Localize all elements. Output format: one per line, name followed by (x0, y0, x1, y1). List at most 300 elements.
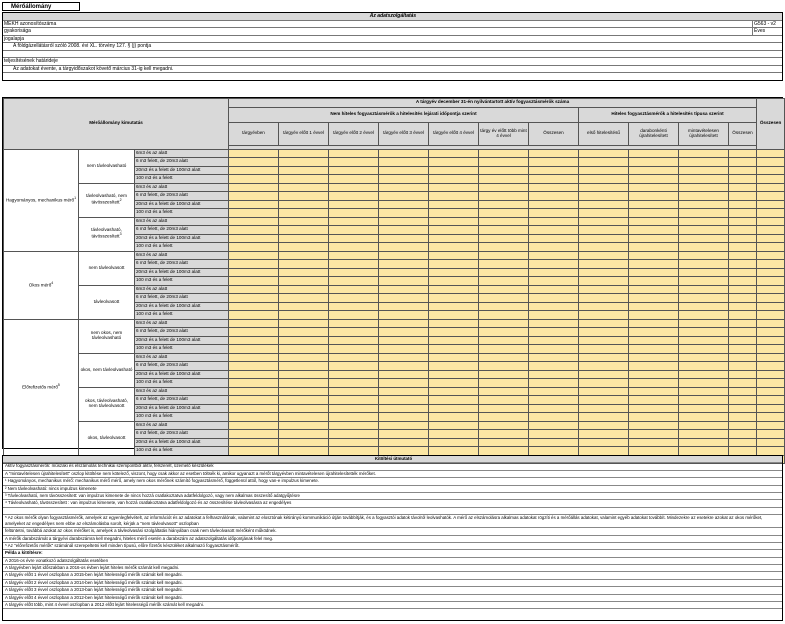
data-cell[interactable] (679, 200, 729, 209)
data-cell[interactable] (529, 404, 579, 413)
data-cell[interactable] (757, 149, 785, 158)
data-cell[interactable] (479, 353, 529, 362)
data-cell[interactable] (757, 192, 785, 201)
data-cell[interactable] (757, 370, 785, 379)
data-cell[interactable] (529, 277, 579, 286)
data-cell[interactable] (757, 345, 785, 354)
data-cell[interactable] (429, 149, 479, 158)
data-cell[interactable] (629, 183, 679, 192)
data-cell[interactable] (529, 268, 579, 277)
data-cell[interactable] (679, 251, 729, 260)
data-cell[interactable] (579, 268, 629, 277)
data-cell[interactable] (629, 192, 679, 201)
data-cell[interactable] (329, 319, 379, 328)
data-cell[interactable] (229, 226, 279, 235)
data-cell[interactable] (429, 438, 479, 447)
data-cell[interactable] (379, 447, 429, 456)
data-cell[interactable] (429, 404, 479, 413)
data-cell[interactable] (679, 319, 729, 328)
data-cell[interactable] (529, 294, 579, 303)
data-cell[interactable] (679, 277, 729, 286)
data-cell[interactable] (629, 413, 679, 422)
data-cell[interactable] (629, 149, 679, 158)
data-cell[interactable] (329, 285, 379, 294)
data-cell[interactable] (729, 328, 757, 337)
data-cell[interactable] (679, 260, 729, 269)
data-cell[interactable] (429, 243, 479, 252)
data-cell[interactable] (429, 302, 479, 311)
data-cell[interactable] (757, 302, 785, 311)
data-cell[interactable] (229, 413, 279, 422)
data-cell[interactable] (329, 217, 379, 226)
data-cell[interactable] (729, 404, 757, 413)
data-cell[interactable] (579, 345, 629, 354)
data-cell[interactable] (729, 447, 757, 456)
data-cell[interactable] (679, 183, 729, 192)
data-cell[interactable] (679, 226, 729, 235)
data-cell[interactable] (329, 396, 379, 405)
data-cell[interactable] (479, 413, 529, 422)
data-cell[interactable] (757, 404, 785, 413)
data-cell[interactable] (679, 285, 729, 294)
data-cell[interactable] (529, 166, 579, 175)
data-cell[interactable] (757, 362, 785, 371)
data-cell[interactable] (757, 200, 785, 209)
data-cell[interactable] (579, 192, 629, 201)
data-cell[interactable] (729, 158, 757, 167)
data-cell[interactable] (479, 370, 529, 379)
data-cell[interactable] (679, 234, 729, 243)
data-cell[interactable] (479, 166, 529, 175)
data-cell[interactable] (679, 370, 729, 379)
data-cell[interactable] (529, 447, 579, 456)
data-cell[interactable] (679, 149, 729, 158)
data-cell[interactable] (429, 251, 479, 260)
data-cell[interactable] (429, 277, 479, 286)
data-cell[interactable] (729, 175, 757, 184)
data-cell[interactable] (629, 353, 679, 362)
data-cell[interactable] (329, 353, 379, 362)
data-cell[interactable] (629, 447, 679, 456)
data-cell[interactable] (629, 175, 679, 184)
data-cell[interactable] (729, 260, 757, 269)
data-cell[interactable] (329, 268, 379, 277)
data-cell[interactable] (229, 387, 279, 396)
data-cell[interactable] (629, 260, 679, 269)
data-cell[interactable] (279, 438, 329, 447)
data-cell[interactable] (229, 192, 279, 201)
data-cell[interactable] (679, 387, 729, 396)
data-cell[interactable] (529, 158, 579, 167)
data-cell[interactable] (729, 438, 757, 447)
data-cell[interactable] (757, 277, 785, 286)
data-cell[interactable] (329, 311, 379, 320)
data-cell[interactable] (529, 370, 579, 379)
data-cell[interactable] (229, 370, 279, 379)
data-cell[interactable] (229, 319, 279, 328)
data-cell[interactable] (279, 260, 329, 269)
data-cell[interactable] (757, 328, 785, 337)
data-cell[interactable] (757, 387, 785, 396)
data-cell[interactable] (729, 345, 757, 354)
data-cell[interactable] (429, 387, 479, 396)
data-cell[interactable] (757, 158, 785, 167)
data-cell[interactable] (429, 447, 479, 456)
data-cell[interactable] (579, 243, 629, 252)
data-cell[interactable] (329, 336, 379, 345)
data-cell[interactable] (379, 336, 429, 345)
data-cell[interactable] (479, 234, 529, 243)
data-cell[interactable] (329, 345, 379, 354)
data-cell[interactable] (279, 175, 329, 184)
data-cell[interactable] (729, 226, 757, 235)
data-cell[interactable] (379, 328, 429, 337)
data-cell[interactable] (479, 345, 529, 354)
data-cell[interactable] (279, 430, 329, 439)
data-cell[interactable] (757, 336, 785, 345)
data-cell[interactable] (729, 149, 757, 158)
data-cell[interactable] (629, 328, 679, 337)
data-cell[interactable] (757, 430, 785, 439)
data-cell[interactable] (729, 370, 757, 379)
data-cell[interactable] (229, 158, 279, 167)
data-cell[interactable] (279, 362, 329, 371)
data-cell[interactable] (579, 336, 629, 345)
data-cell[interactable] (629, 387, 679, 396)
data-cell[interactable] (679, 430, 729, 439)
data-cell[interactable] (429, 166, 479, 175)
data-cell[interactable] (757, 421, 785, 430)
data-cell[interactable] (279, 302, 329, 311)
data-cell[interactable] (629, 430, 679, 439)
data-cell[interactable] (279, 166, 329, 175)
data-cell[interactable] (757, 260, 785, 269)
data-cell[interactable] (329, 379, 379, 388)
data-cell[interactable] (679, 404, 729, 413)
data-cell[interactable] (229, 217, 279, 226)
data-cell[interactable] (229, 209, 279, 218)
data-cell[interactable] (629, 226, 679, 235)
data-cell[interactable] (229, 200, 279, 209)
data-cell[interactable] (479, 183, 529, 192)
data-cell[interactable] (329, 260, 379, 269)
data-cell[interactable] (229, 353, 279, 362)
data-cell[interactable] (279, 396, 329, 405)
data-cell[interactable] (479, 158, 529, 167)
data-cell[interactable] (729, 396, 757, 405)
data-cell[interactable] (629, 319, 679, 328)
data-cell[interactable] (479, 277, 529, 286)
data-cell[interactable] (679, 336, 729, 345)
data-cell[interactable] (379, 413, 429, 422)
data-cell[interactable] (279, 345, 329, 354)
data-cell[interactable] (229, 285, 279, 294)
data-cell[interactable] (429, 336, 479, 345)
data-cell[interactable] (279, 268, 329, 277)
data-cell[interactable] (579, 370, 629, 379)
data-cell[interactable] (229, 311, 279, 320)
data-cell[interactable] (479, 404, 529, 413)
data-cell[interactable] (379, 319, 429, 328)
data-cell[interactable] (429, 362, 479, 371)
data-cell[interactable] (757, 294, 785, 303)
data-cell[interactable] (279, 226, 329, 235)
data-cell[interactable] (529, 251, 579, 260)
data-cell[interactable] (379, 379, 429, 388)
data-cell[interactable] (379, 396, 429, 405)
data-cell[interactable] (529, 234, 579, 243)
data-cell[interactable] (629, 336, 679, 345)
data-cell[interactable] (229, 149, 279, 158)
data-cell[interactable] (479, 149, 529, 158)
data-cell[interactable] (729, 302, 757, 311)
data-cell[interactable] (429, 413, 479, 422)
data-cell[interactable] (529, 438, 579, 447)
data-cell[interactable] (229, 268, 279, 277)
data-cell[interactable] (279, 319, 329, 328)
data-cell[interactable] (229, 421, 279, 430)
data-cell[interactable] (379, 226, 429, 235)
data-cell[interactable] (229, 438, 279, 447)
data-cell[interactable] (329, 192, 379, 201)
data-cell[interactable] (529, 175, 579, 184)
data-cell[interactable] (729, 183, 757, 192)
data-cell[interactable] (229, 277, 279, 286)
data-cell[interactable] (729, 387, 757, 396)
data-cell[interactable] (429, 345, 479, 354)
data-cell[interactable] (279, 209, 329, 218)
data-cell[interactable] (379, 234, 429, 243)
data-cell[interactable] (329, 328, 379, 337)
data-cell[interactable] (679, 413, 729, 422)
data-cell[interactable] (279, 370, 329, 379)
data-cell[interactable] (729, 217, 757, 226)
data-cell[interactable] (279, 234, 329, 243)
data-cell[interactable] (679, 345, 729, 354)
data-cell[interactable] (429, 158, 479, 167)
data-cell[interactable] (479, 260, 529, 269)
data-cell[interactable] (529, 328, 579, 337)
data-cell[interactable] (729, 421, 757, 430)
data-cell[interactable] (429, 285, 479, 294)
data-cell[interactable] (279, 243, 329, 252)
data-cell[interactable] (379, 175, 429, 184)
data-cell[interactable] (479, 268, 529, 277)
data-cell[interactable] (757, 413, 785, 422)
data-cell[interactable] (529, 149, 579, 158)
data-cell[interactable] (529, 209, 579, 218)
data-cell[interactable] (679, 379, 729, 388)
data-cell[interactable] (379, 302, 429, 311)
data-cell[interactable] (429, 430, 479, 439)
data-cell[interactable] (379, 370, 429, 379)
data-cell[interactable] (729, 234, 757, 243)
data-cell[interactable] (629, 158, 679, 167)
data-cell[interactable] (579, 396, 629, 405)
data-cell[interactable] (329, 370, 379, 379)
data-cell[interactable] (579, 226, 629, 235)
data-cell[interactable] (579, 379, 629, 388)
data-cell[interactable] (379, 166, 429, 175)
data-cell[interactable] (329, 209, 379, 218)
data-cell[interactable] (379, 353, 429, 362)
data-cell[interactable] (279, 149, 329, 158)
data-cell[interactable] (379, 260, 429, 269)
data-cell[interactable] (229, 328, 279, 337)
data-cell[interactable] (379, 421, 429, 430)
data-cell[interactable] (729, 430, 757, 439)
data-cell[interactable] (429, 328, 479, 337)
data-cell[interactable] (579, 285, 629, 294)
data-cell[interactable] (629, 268, 679, 277)
data-cell[interactable] (729, 413, 757, 422)
data-cell[interactable] (579, 260, 629, 269)
data-cell[interactable] (757, 175, 785, 184)
data-cell[interactable] (229, 345, 279, 354)
data-cell[interactable] (329, 447, 379, 456)
data-cell[interactable] (379, 209, 429, 218)
data-cell[interactable] (579, 183, 629, 192)
data-cell[interactable] (757, 319, 785, 328)
data-cell[interactable] (429, 294, 479, 303)
data-cell[interactable] (479, 192, 529, 201)
data-cell[interactable] (429, 175, 479, 184)
data-cell[interactable] (579, 404, 629, 413)
data-cell[interactable] (529, 413, 579, 422)
data-cell[interactable] (729, 209, 757, 218)
data-cell[interactable] (479, 285, 529, 294)
data-cell[interactable] (329, 226, 379, 235)
data-cell[interactable] (479, 311, 529, 320)
data-cell[interactable] (429, 311, 479, 320)
data-cell[interactable] (229, 447, 279, 456)
data-cell[interactable] (479, 175, 529, 184)
data-cell[interactable] (757, 447, 785, 456)
data-cell[interactable] (757, 311, 785, 320)
data-cell[interactable] (329, 362, 379, 371)
data-cell[interactable] (579, 234, 629, 243)
data-cell[interactable] (529, 285, 579, 294)
data-cell[interactable] (479, 387, 529, 396)
data-cell[interactable] (329, 175, 379, 184)
data-cell[interactable] (379, 158, 429, 167)
data-cell[interactable] (757, 209, 785, 218)
data-cell[interactable] (529, 192, 579, 201)
data-cell[interactable] (229, 362, 279, 371)
data-cell[interactable] (729, 268, 757, 277)
data-cell[interactable] (329, 183, 379, 192)
data-cell[interactable] (629, 243, 679, 252)
data-cell[interactable] (629, 311, 679, 320)
data-cell[interactable] (329, 387, 379, 396)
data-cell[interactable] (679, 217, 729, 226)
data-cell[interactable] (429, 396, 479, 405)
data-cell[interactable] (679, 396, 729, 405)
data-cell[interactable] (479, 430, 529, 439)
data-cell[interactable] (329, 200, 379, 209)
data-cell[interactable] (629, 217, 679, 226)
data-cell[interactable] (679, 311, 729, 320)
data-cell[interactable] (729, 379, 757, 388)
data-cell[interactable] (229, 430, 279, 439)
data-cell[interactable] (757, 243, 785, 252)
data-cell[interactable] (529, 345, 579, 354)
data-cell[interactable] (579, 387, 629, 396)
data-cell[interactable] (529, 336, 579, 345)
data-cell[interactable] (279, 387, 329, 396)
data-cell[interactable] (279, 294, 329, 303)
data-cell[interactable] (629, 421, 679, 430)
data-cell[interactable] (629, 345, 679, 354)
data-cell[interactable] (379, 430, 429, 439)
data-cell[interactable] (329, 294, 379, 303)
data-cell[interactable] (729, 251, 757, 260)
data-cell[interactable] (229, 302, 279, 311)
data-cell[interactable] (679, 158, 729, 167)
data-cell[interactable] (679, 192, 729, 201)
data-cell[interactable] (479, 438, 529, 447)
data-cell[interactable] (729, 311, 757, 320)
data-cell[interactable] (329, 421, 379, 430)
data-cell[interactable] (529, 183, 579, 192)
data-cell[interactable] (729, 362, 757, 371)
data-cell[interactable] (629, 234, 679, 243)
data-cell[interactable] (429, 192, 479, 201)
data-cell[interactable] (757, 438, 785, 447)
data-cell[interactable] (279, 328, 329, 337)
data-cell[interactable] (529, 200, 579, 209)
data-cell[interactable] (429, 183, 479, 192)
data-cell[interactable] (757, 166, 785, 175)
data-cell[interactable] (329, 302, 379, 311)
data-cell[interactable] (479, 226, 529, 235)
data-cell[interactable] (579, 200, 629, 209)
data-cell[interactable] (379, 285, 429, 294)
data-cell[interactable] (629, 379, 679, 388)
data-cell[interactable] (279, 336, 329, 345)
data-cell[interactable] (429, 234, 479, 243)
data-cell[interactable] (529, 319, 579, 328)
data-cell[interactable] (579, 421, 629, 430)
data-cell[interactable] (629, 438, 679, 447)
data-cell[interactable] (429, 200, 479, 209)
data-cell[interactable] (729, 192, 757, 201)
data-cell[interactable] (279, 413, 329, 422)
data-cell[interactable] (529, 379, 579, 388)
data-cell[interactable] (329, 277, 379, 286)
data-cell[interactable] (529, 353, 579, 362)
data-cell[interactable] (729, 353, 757, 362)
data-cell[interactable] (479, 251, 529, 260)
data-cell[interactable] (579, 149, 629, 158)
data-cell[interactable] (579, 353, 629, 362)
data-cell[interactable] (757, 285, 785, 294)
data-cell[interactable] (479, 209, 529, 218)
data-cell[interactable] (329, 158, 379, 167)
data-cell[interactable] (679, 447, 729, 456)
data-cell[interactable] (729, 200, 757, 209)
data-cell[interactable] (629, 302, 679, 311)
data-cell[interactable] (679, 166, 729, 175)
data-cell[interactable] (729, 294, 757, 303)
data-cell[interactable] (379, 200, 429, 209)
data-cell[interactable] (757, 251, 785, 260)
data-cell[interactable] (729, 277, 757, 286)
data-cell[interactable] (379, 345, 429, 354)
data-cell[interactable] (279, 277, 329, 286)
data-cell[interactable] (229, 336, 279, 345)
data-cell[interactable] (229, 404, 279, 413)
